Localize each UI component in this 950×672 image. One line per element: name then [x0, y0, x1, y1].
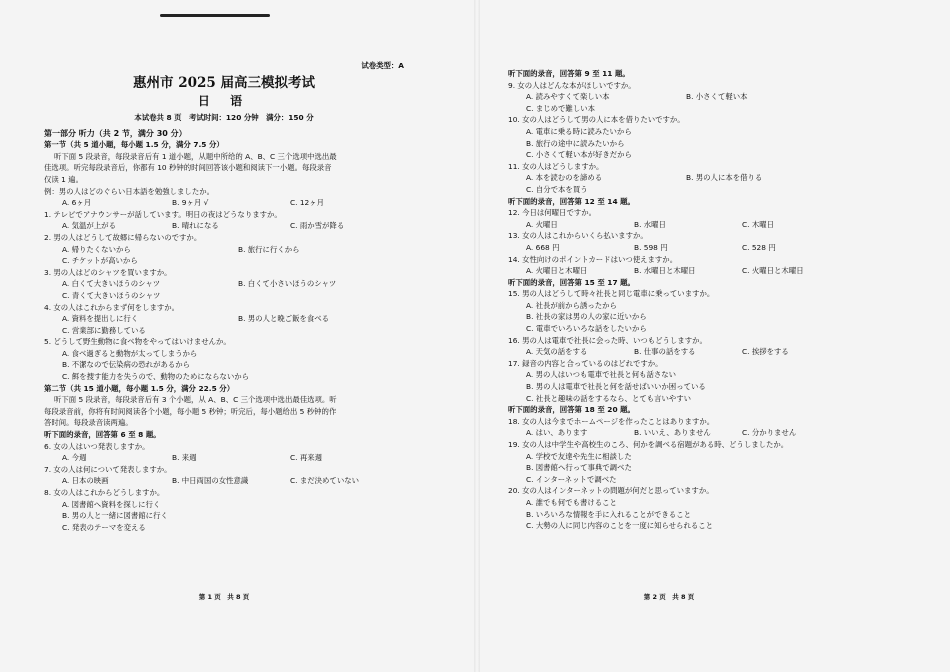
- option: C. まだ決めていない: [290, 476, 359, 486]
- question-options: [508, 265, 830, 277]
- page-fold: [474, 0, 480, 672]
- option: B. 仕事の話をする: [634, 347, 696, 357]
- option: C. インターネットで調べた: [526, 474, 617, 484]
- section1-instruction: 仅读 1 遍。: [44, 174, 83, 184]
- option: B. 不潔なので伝染病の恐れがあるから: [62, 360, 191, 370]
- question: 15. 男の人はどうして時々社長と同じ電車に乗っていますか。: [508, 289, 715, 299]
- option: C. 雨か雪が降る: [290, 221, 345, 231]
- option: B. 白くて小さいほうのシャツ: [238, 279, 337, 289]
- question: 10. 女の人はどうして男の人に本を借りたいですか。: [508, 115, 685, 125]
- group-heading: 听下面的录音，回答第 6 至 8 题。: [44, 430, 161, 440]
- option: C. 挨拶をする: [742, 347, 789, 357]
- exam-title: 惠州市 2025 届高三模拟考试: [133, 75, 315, 91]
- question: 16. 男の人は電車で社長に会った時、いつもどうしますか。: [508, 335, 707, 345]
- option: B. 水曜日と木曜日: [634, 266, 696, 276]
- question-options: [44, 452, 404, 464]
- option: C. 小さくて軽い本が好きだから: [526, 150, 632, 160]
- question-options: [508, 219, 830, 231]
- option: A. 天気の話をする: [526, 347, 588, 357]
- question: 4. 女の人はこれからまず何をしますか。: [44, 302, 180, 312]
- example-question: 例：男の人はどのぐらい日本語を勉強しましたか。: [44, 186, 214, 196]
- section2-instruction: 答时间。每段录音读两遍。: [44, 418, 133, 428]
- question: 5. どうして野生動物に食べ物をやってはいけませんか。: [44, 337, 231, 347]
- option: C. チケットが高いから: [62, 256, 138, 266]
- option: C. 12ヶ月: [290, 198, 325, 208]
- option: A. 男の人はいつも電車で社長と何も話さない: [526, 370, 677, 380]
- page-footer: 第 2 页 共 8 页: [643, 593, 695, 602]
- option: A. 読みやすくて楽しい本: [526, 92, 610, 102]
- option: B. 9ヶ月 √: [172, 198, 209, 208]
- question: 19. 女の人は中学生や高校生のころ、何かを調べる宿題がある時、どうしましたか。: [508, 440, 789, 449]
- option: C. 火曜日と木曜日: [742, 266, 804, 276]
- option: A. 気温が上がる: [62, 221, 116, 231]
- option: C. 自分で本を買う: [526, 184, 588, 194]
- option: A. 火曜日: [526, 219, 558, 229]
- option: B. 来週: [172, 453, 197, 463]
- example-options: [44, 197, 404, 209]
- option: B. 男の人に本を借りる: [686, 173, 763, 183]
- group-heading: 听下面的录音，回答第 15 至 17 题。: [508, 277, 635, 287]
- option: C. 電車でいろいろな話をしたいから: [526, 324, 647, 334]
- question-options: [508, 427, 830, 439]
- option: A. 資料を提出しに行く: [62, 314, 139, 324]
- question-options: [44, 278, 404, 290]
- option: B. 旅行の途中に読みたいから: [526, 138, 625, 148]
- question: 13. 女の人はこれからいくら払いますか。: [508, 231, 648, 241]
- option: A. 社長が前から誘ったから: [526, 300, 617, 310]
- option: C. 発表のテーマを変える: [62, 522, 146, 532]
- question: 12. 今日は何曜日ですか。: [508, 208, 597, 218]
- section2-instruction: 每段录音前，你将有时间阅读各个小题，每小题 5 秒钟；听完后，每小题给出 5 秒钟的作: [44, 406, 337, 416]
- question: 18. 女の人は今までホームページを作ったことはありますか。: [508, 416, 715, 426]
- question-options: [508, 242, 830, 254]
- option: B. 小さくて軽い本: [686, 92, 748, 102]
- part1-heading: 第一部分 听力（共 2 节，满分 30 分）: [44, 128, 187, 138]
- option: C. 528 円: [742, 242, 776, 252]
- option: A. 日本の映画: [62, 476, 109, 486]
- question-options: [44, 475, 404, 487]
- option: A. はい、あります: [526, 428, 588, 438]
- option: C. 木曜日: [742, 219, 775, 229]
- option: C. まじめで難しい本: [526, 103, 595, 113]
- option: A. 6ヶ月: [62, 198, 92, 208]
- option: B. 男の人は電車で社長と何を話せばいいか困っている: [526, 382, 706, 392]
- option: A. 誰でも何でも書けること: [526, 497, 617, 507]
- question-options: [508, 91, 830, 103]
- question: 9. 女の人はどんな本がほしいですか。: [508, 80, 636, 90]
- option: C. 大勢の人に同じ内容のことを一度に知らせられること: [526, 521, 714, 531]
- option: B. 男の人と晩ご飯を食べる: [238, 314, 330, 324]
- option: A. 帰りたくないから: [62, 244, 131, 254]
- section1-heading: 第一节（共 5 道小题，每小题 1.5 分，满分 7.5 分）: [44, 140, 224, 150]
- option: A. 図書館へ資料を探しに行く: [62, 499, 161, 509]
- group-heading: 听下面的录音，回答第 9 至 11 题。: [508, 69, 630, 78]
- question: 1. テレビでアナウンサーが話しています。明日の夜はどうなりますか。: [44, 209, 282, 219]
- option: A. 電車に乗る時に読みたいから: [526, 126, 632, 136]
- question-options: [508, 346, 830, 358]
- option: B. 社長の家は男の人の家に近いから: [526, 312, 647, 322]
- question: 2. 男の人はどうして故郷に帰らないのですか。: [44, 232, 202, 242]
- option: A. 今週: [62, 453, 87, 463]
- option: B. 中日両国の女性意識: [172, 476, 249, 486]
- question: 7. 女の人は何について発表しますか。: [44, 464, 172, 474]
- option: C. 餌を捜す能力を失うので、動物のためにならないから: [62, 372, 250, 382]
- question: 3. 男の人はどのシャツを買いますか。: [44, 267, 172, 277]
- section2-heading: 第二节（共 15 道小题，每小题 1.5 分，满分 22.5 分）: [44, 383, 235, 393]
- option: B. 図書館へ行って事典で調べた: [526, 463, 632, 473]
- question: 8. 女の人はこれからどうしますか。: [44, 488, 165, 497]
- option: B. 晴れになる: [172, 221, 219, 231]
- exam-type: 试卷类型：A: [361, 61, 404, 70]
- option: B. 598 円: [634, 242, 668, 252]
- option: C. 分かりません: [742, 428, 797, 438]
- section2-instruction: 听下面 5 段录音，每段录音后有 3 个小题，从 A、B、C 三个选项中选出最佳选项。听: [54, 395, 337, 405]
- question: 20. 女の人はインターネットの問題が何だと思っていますか。: [508, 486, 714, 496]
- question-options: [508, 172, 830, 184]
- section1-instruction: 佳选项。听完每段录音后，你都有 10 秒钟的时间回答该小题和阅读下一小题。每段录音: [44, 163, 332, 173]
- section1-instruction: 听下面 5 段录音，每段录音后有 1 道小题，从题中所给的 A、B、C 三个选项中选出最: [54, 151, 337, 161]
- option: A. 学校で友達や先生に相談した: [526, 451, 632, 461]
- option: B. 男の人と一緒に図書館に行く: [62, 511, 168, 521]
- option: B. いいえ、ありません: [634, 428, 711, 438]
- question-options: [44, 244, 404, 256]
- page-2: [508, 0, 830, 672]
- option: A. 白くて大きいほうのシャツ: [62, 279, 161, 289]
- question: 6. 女の人はいつ発表しますか。: [44, 441, 150, 451]
- option: B. 旅行に行くから: [238, 244, 300, 254]
- option: B. いろいろな情報を手に入れることができること: [526, 509, 691, 519]
- question-options: [44, 313, 404, 325]
- option: C. 営業部に勤務している: [62, 325, 146, 335]
- option: A. 本を読むのを諦める: [526, 173, 603, 183]
- option: A. 668 円: [526, 242, 560, 252]
- exam-subject: 日 语: [197, 94, 251, 108]
- question: 14. 女性向けのポイントカードはいつ使えますか。: [508, 254, 678, 264]
- option: C. 再来週: [290, 453, 323, 463]
- question: 17. 録音の内容と合っているのはどれですか。: [508, 358, 663, 368]
- page-1: [44, 0, 404, 672]
- option: A. 食べ過ぎると動物が太ってしまうから: [62, 348, 198, 358]
- exam-meta: 本试卷共 8 页 考试时间：120 分钟 满分：150 分: [134, 113, 314, 122]
- page-footer: 第 1 页 共 8 页: [198, 593, 250, 602]
- option: C. 社長と趣味の話をするなら、とても言いやすい: [526, 393, 692, 403]
- group-heading: 听下面的录音，回答第 12 至 14 题。: [508, 196, 635, 206]
- question-options: [44, 220, 404, 232]
- option: B. 水曜日: [634, 219, 666, 229]
- question: 11. 女の人はどうしますか。: [508, 161, 604, 171]
- option: C. 青くて大きいほうのシャツ: [62, 290, 161, 300]
- option: A. 火曜日と木曜日: [526, 266, 588, 276]
- group-heading: 听下面的录音，回答第 18 至 20 题。: [508, 405, 635, 415]
